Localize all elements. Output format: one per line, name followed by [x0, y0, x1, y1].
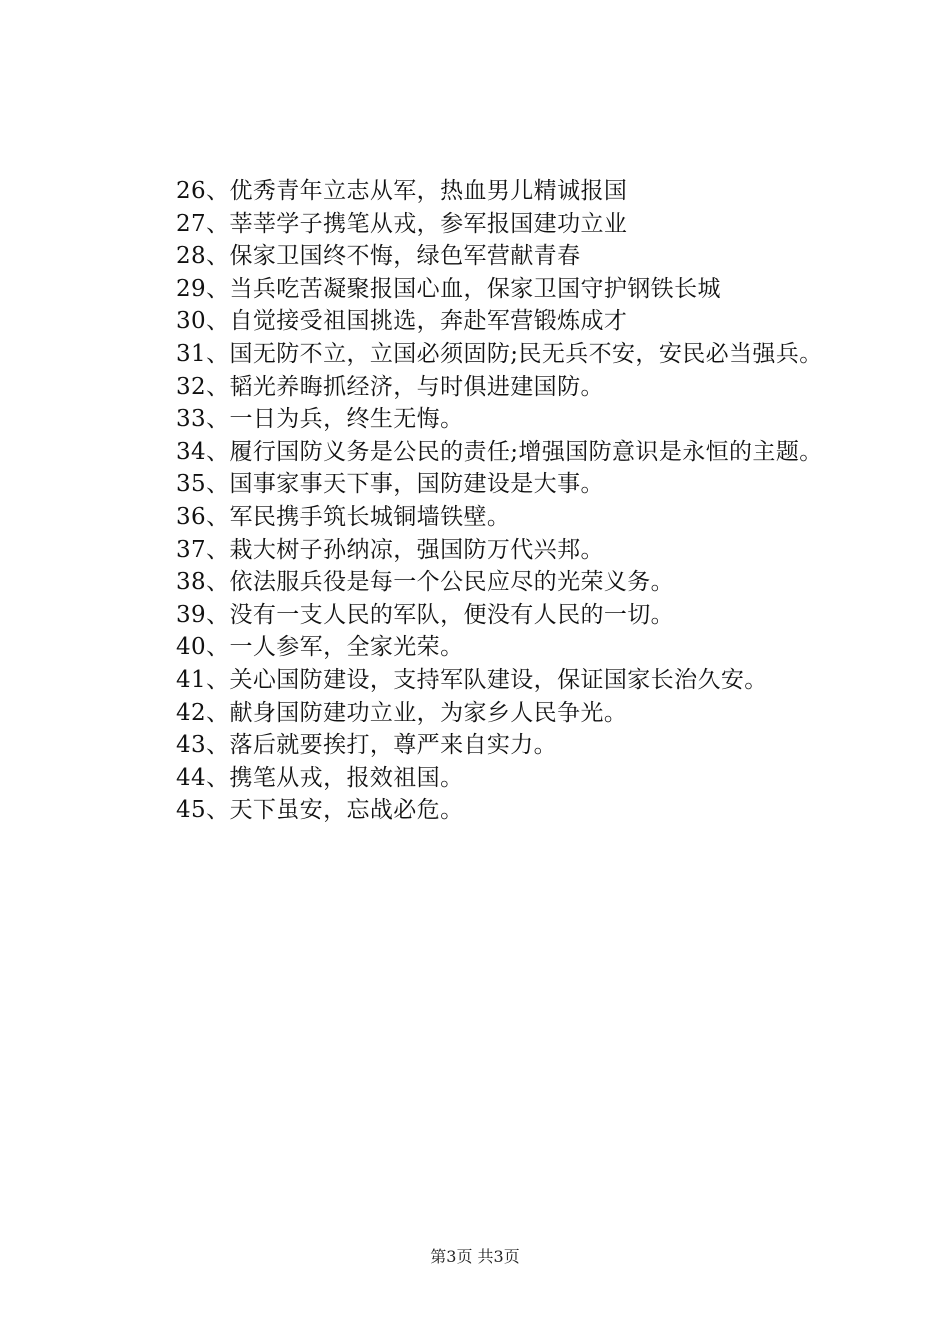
document-body	[130, 175, 835, 827]
page-number-label: 第3页 共3页	[430, 1247, 520, 1266]
list-item: 45、天下虽安，忘战必危。	[176, 797, 464, 824]
list-item: 41、关心国防建设，支持军队建设，保证国家长治久安。	[176, 666, 768, 693]
list-item: 39、没有一支人民的军队，便没有人民的一切。	[176, 601, 675, 628]
list-item: 29、当兵吃苦凝聚报国心血，保家卫国守护钢铁长城	[176, 275, 721, 302]
list-item: 34、履行国防义务是公民的责任;增强国防意识是永恒的主题。	[176, 438, 823, 465]
list-item: 37、栽大树子孙纳凉，强国防万代兴邦。	[176, 536, 604, 563]
page-footer	[0, 1244, 950, 1267]
list-item: 26、优秀青年立志从军，热血男儿精诚报国	[176, 178, 628, 204]
list-item: 38、依法服兵役是每一个公民应尽的光荣义务。	[176, 569, 675, 596]
list-item: 31、国无防不立，立国必须固防;民无兵不安，安民必当强兵。	[176, 340, 823, 367]
list-item: 28、保家卫国终不悔，绿色军营献青春	[176, 243, 581, 270]
list-item: 35、国事家事天下事，国防建设是大事。	[176, 471, 604, 498]
list-item: 44、携笔从戎，报效祖国。	[176, 764, 464, 791]
list-item: 32、韬光养晦抓经济，与时俱进建国防。	[176, 373, 604, 400]
list-item: 43、落后就要挨打，尊严来自实力。	[176, 732, 558, 759]
list-item: 36、军民携手筑长城铜墙铁壁。	[176, 503, 511, 530]
list-item: 27、莘莘学子携笔从戎，参军报国建功立业	[176, 210, 628, 237]
list-item: 33、一日为兵，终生无悔。	[176, 406, 464, 433]
list-item: 40、一人参军，全家光荣。	[176, 634, 464, 661]
list-item: 42、献身国防建功立业，为家乡人民争光。	[176, 699, 628, 726]
list-item: 30、自觉接受祖国挑选，奔赴军营锻炼成才	[176, 308, 628, 335]
